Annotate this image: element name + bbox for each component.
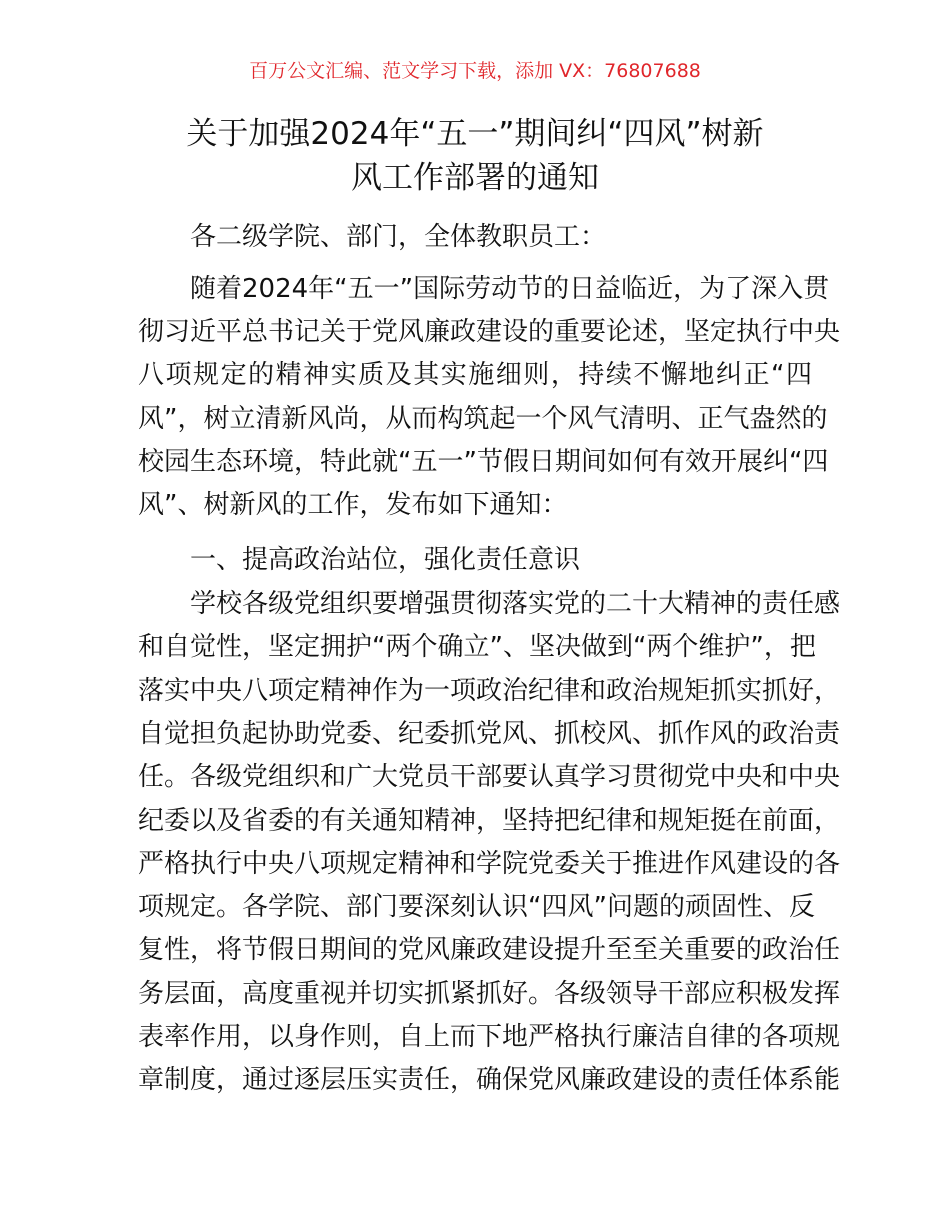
watermark-header: 百万公文汇编、范文学习下载，添加 VX：76807688 <box>249 60 701 82</box>
paragraph-line: 八项规定的精神实质及其实施细则，持续不懈地纠正“四 <box>138 360 812 391</box>
paragraph-line: 务层面，高度重视并切实抓紧抓好。各级领导干部应积极发挥 <box>138 978 841 1009</box>
paragraph-line: 自觉担负起协助党委、纪委抓党风、抓校风、抓作风的政治责 <box>138 718 841 749</box>
paragraph-line: 彻习近平总书记关于党风廉政建设的重要论述，坚定执行中央 <box>138 317 841 348</box>
paragraph-line: 项规定。各学院、部门要深刻认识“四风”问题的顽固性、反 <box>138 892 815 923</box>
paragraph-line: 学校各级党组织要增强贯彻落实党的二十大精神的责任感 <box>190 589 841 619</box>
paragraph-line: 风”、树新风的工作，发布如下通知： <box>138 490 568 520</box>
greeting: 各二级学院、部门，全体教职员工： <box>190 222 607 252</box>
document-title-line-1: 关于加强2024年“五一”期间纠“四风”树新 <box>186 116 764 152</box>
paragraph-line: 随着2024年“五一”国际劳动节的日益临近，为了深入贯 <box>190 274 830 304</box>
paragraph-line: 纪委以及省委的有关通知精神，坚持把纪律和规矩挺在前面， <box>138 805 841 836</box>
paragraph-line: 任。各级党组织和广大党员干部要认真学习贯彻党中央和中央 <box>138 762 841 793</box>
paragraph-line: 落实中央八项定精神作为一项政治纪律和政治规矩抓实抓好， <box>138 675 841 706</box>
document-title-line-2: 风工作部署的通知 <box>351 160 599 196</box>
paragraph-line: 校园生态环境，特此就“五一”节假日期间如何有效开展纠“四 <box>138 446 829 477</box>
paragraph-line: 复性，将节假日期间的党风廉政建设提升至至关重要的政治任 <box>138 935 841 966</box>
paragraph-line: 风”，树立清新风尚，从而构筑起一个风气清明、正气盎然的 <box>138 403 828 434</box>
paragraph-line: 和自觉性，坚定拥护“两个确立”、坚决做到“两个维护”，把 <box>138 632 816 663</box>
section-heading: 一、提高政治站位，强化责任意识 <box>190 545 581 575</box>
paragraph-line: 表率作用，以身作则，自上而下地严格执行廉洁自律的各项规 <box>138 1022 841 1052</box>
paragraph-line: 严格执行中央八项规定精神和学院党委关于推进作风建设的各 <box>138 848 841 879</box>
paragraph-line: 章制度，通过逐层压实责任，确保党风廉政建设的责任体系能 <box>138 1065 841 1096</box>
